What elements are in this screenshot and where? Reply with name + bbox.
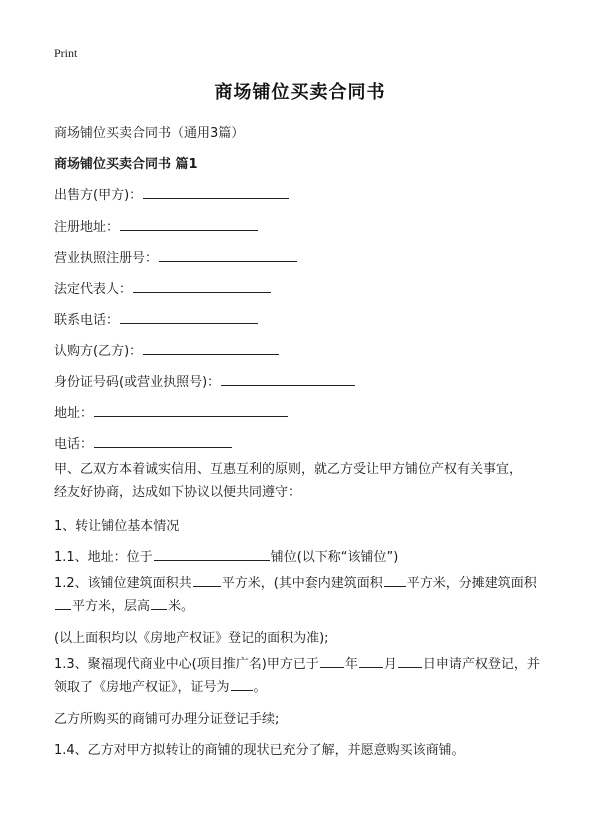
- clause-1-2-text-e: 米。: [168, 599, 195, 614]
- section-heading: 商场铺位买卖合同书 篇1: [54, 157, 198, 172]
- clause-1-2-line-1: [54, 572, 554, 595]
- field-id-no-label: 身份证号码(或营业执照号)：: [54, 375, 221, 390]
- area-note: (以上面积均以《房地产权证》登记的面积为准);: [54, 631, 329, 646]
- field-reg-address: [54, 216, 259, 235]
- clause-1-3-blank-month: [359, 654, 383, 668]
- clause-1-3-blank-day: [398, 654, 422, 668]
- clause-1-2: [54, 572, 554, 618]
- field-legal-rep-label: 法定代表人：: [54, 282, 133, 297]
- print-label: Print: [54, 46, 78, 60]
- clause-1-4: 1.4、乙方对甲方拟转让的商铺的现状已充分了解，并愿意购买该商铺。: [54, 743, 465, 758]
- clause-1-1-text-b: 铺位(以下称“该铺位”): [270, 550, 399, 565]
- field-legal-rep: [54, 278, 272, 297]
- field-legal-rep-blank: [133, 279, 271, 293]
- clause-1-3-blank-year: [320, 654, 344, 668]
- buyer-note: 乙方所购买的商铺可办理分证登记手续;: [54, 712, 280, 727]
- field-buyer: [54, 340, 280, 359]
- intro-line-2: 经友好协商，达成如下协议以便共同遵守：: [54, 485, 302, 500]
- field-reg-address-blank: [120, 217, 258, 231]
- field-phone-label: 联系电话：: [54, 313, 120, 328]
- clause-1-2-text-b: 平方米，(其中套内建筑面积: [221, 576, 383, 591]
- clause-1-3-text-e: 领取了《房地产权证》，证号为: [54, 680, 230, 695]
- intro-paragraph: [54, 458, 554, 504]
- clause-1-3-blank-cert: [231, 677, 253, 691]
- clause-1-3-text-c: 月: [383, 657, 397, 672]
- clause-1-1: [54, 546, 398, 565]
- field-address-label: 地址：: [54, 406, 94, 421]
- clause-1-3: [54, 653, 554, 699]
- field-id-no: [54, 371, 356, 390]
- clause-1-2-blank-2: [384, 573, 406, 587]
- field-seller: [54, 184, 290, 203]
- clause-1-3-text-f: 。: [253, 680, 267, 695]
- clause-1-3-line-2: [54, 676, 554, 699]
- field-license-no-label: 营业执照注册号：: [54, 251, 159, 266]
- clause-1-3-line-1: [54, 653, 554, 676]
- field-license-no-blank: [159, 248, 297, 262]
- clause-1-2-blank-3: [55, 596, 71, 610]
- intro-line-1: 甲、乙双方本着诚实信用、互惠互利的原则，就乙方受让甲方铺位产权有关事宜，: [54, 462, 523, 477]
- clause-1-2-blank-4: [151, 596, 167, 610]
- field-tel-blank: [94, 434, 232, 448]
- clause-1-2-text-c: 平方米，分摊建筑面积: [406, 576, 537, 591]
- field-phone-blank: [120, 310, 258, 324]
- field-address: [54, 402, 289, 421]
- document-subtitle: 商场铺位买卖合同书（通用3篇）: [54, 126, 245, 141]
- field-address-blank: [94, 403, 288, 417]
- clause-1-2-line-2: [54, 595, 554, 618]
- clause-item-1: 1、转让铺位基本情况: [54, 519, 180, 534]
- field-reg-address-label: 注册地址：: [54, 220, 120, 235]
- field-seller-label: 出售方(甲方)：: [54, 188, 143, 203]
- field-id-no-blank: [221, 372, 355, 386]
- field-tel: [54, 433, 233, 452]
- clause-1-3-text-b: 年: [344, 657, 358, 672]
- clause-1-1-blank: [154, 547, 270, 561]
- clause-1-2-text-d: 平方米，层高: [72, 599, 151, 614]
- document-title: 商场铺位买卖合同书: [214, 82, 386, 103]
- clause-1-2-blank-1: [193, 573, 221, 587]
- clause-1-3-text-a: 1.3、聚福现代商业中心(项目推广名)甲方已于: [54, 657, 319, 672]
- clause-1-1-text-a: 1.1、地址：位于: [54, 550, 153, 565]
- field-license-no: [54, 247, 298, 266]
- clause-1-3-text-d: 日申请产权登记，并: [422, 657, 540, 672]
- clause-1-2-text-a: 1.2、该铺位建筑面积共: [54, 576, 192, 591]
- field-tel-label: 电话：: [54, 437, 94, 452]
- field-buyer-label: 认购方(乙方)：: [54, 344, 143, 359]
- field-buyer-blank: [143, 341, 279, 355]
- field-phone: [54, 309, 259, 328]
- field-seller-blank: [143, 185, 289, 199]
